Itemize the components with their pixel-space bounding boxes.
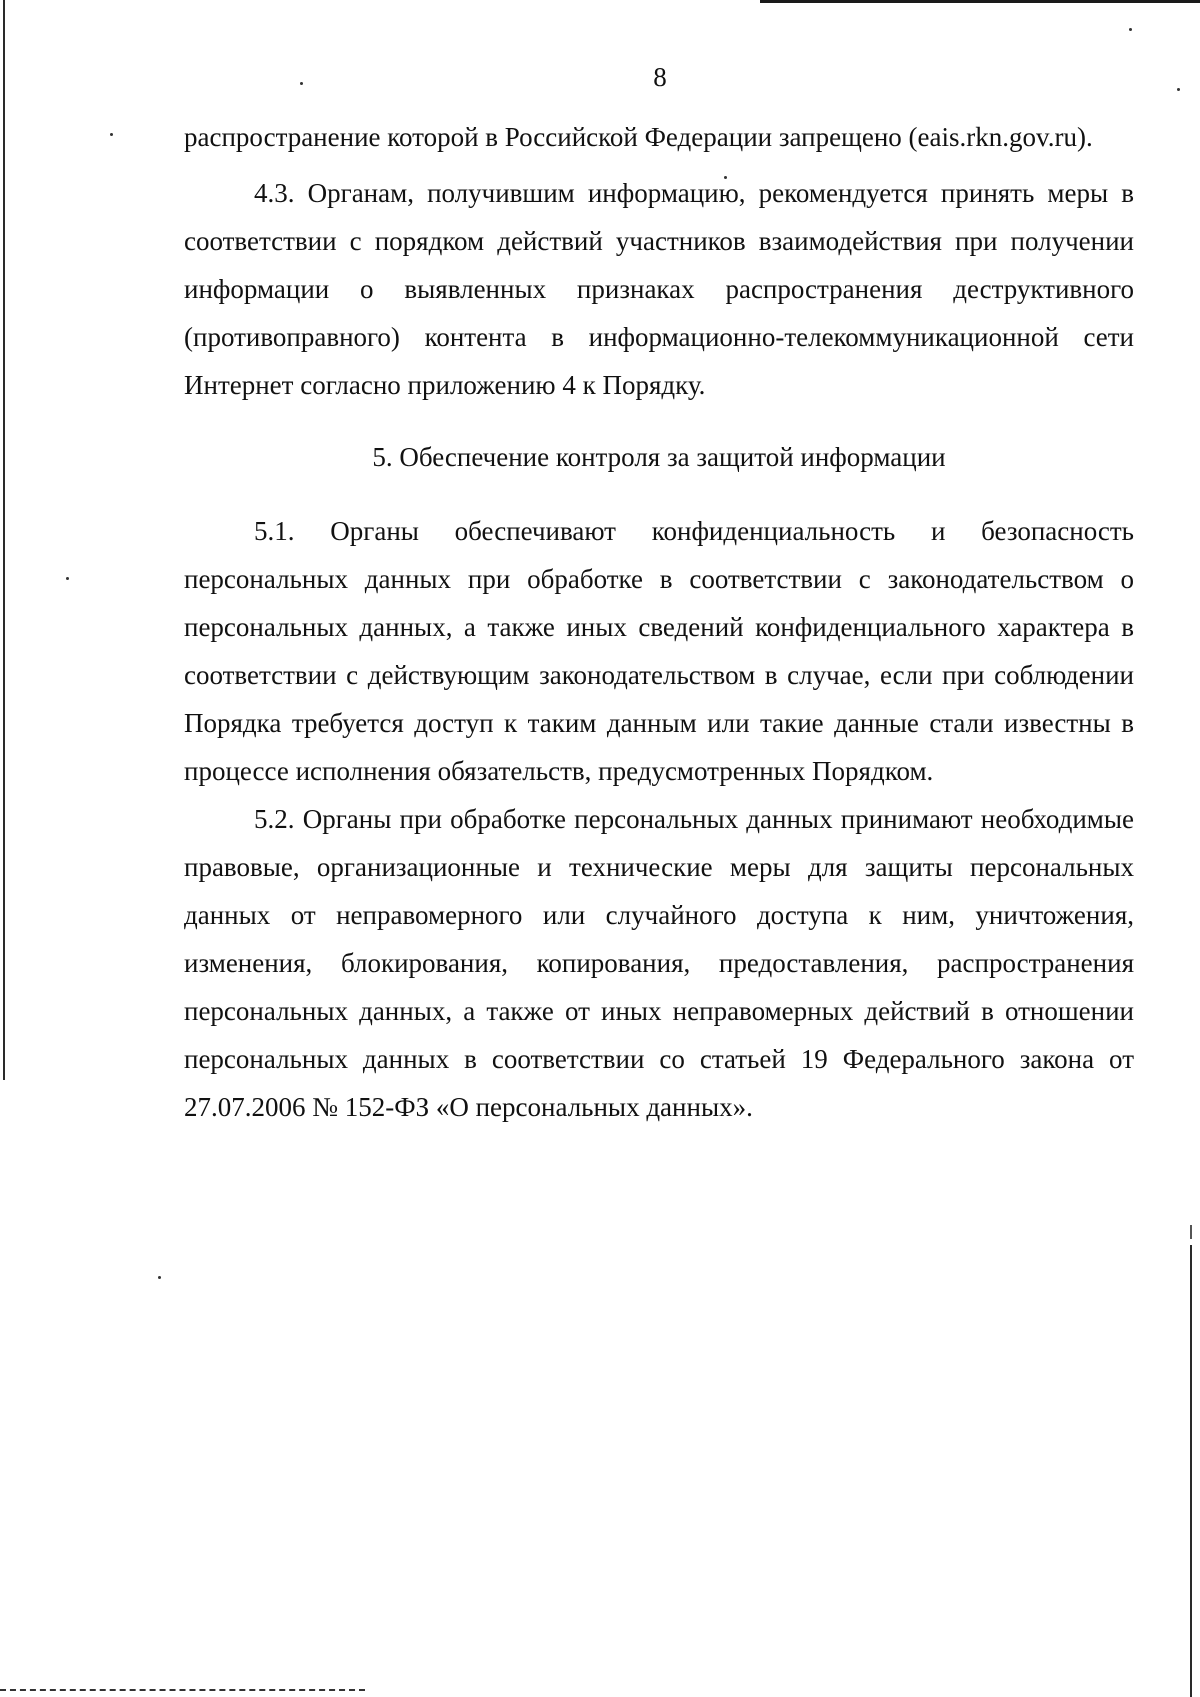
document-body bbox=[184, 113, 1134, 1131]
scan-edge-left bbox=[3, 0, 5, 1080]
scan-edge-right bbox=[1190, 1245, 1192, 1697]
scan-speck bbox=[158, 1276, 161, 1279]
paragraph-5-1: 5.1. Органы обеспечивают конфиденциальность и безопасность персональных данных при обработке в соответствии с законодательством о персональных данных, а также иных сведений конфиденциального характера в соответствии с действующим законодательством в случае, если при соблюдении Порядка требуется доступ к таким данным или такие данные стали известны в процессе исполнения обязательств, предусмотренных Порядком. bbox=[184, 516, 1134, 786]
section-heading-5: 5. Обеспечение контроля за защитой информации bbox=[372, 442, 946, 472]
scan-speck bbox=[1129, 28, 1132, 31]
paragraph-5-2: 5.2. Органы при обработке персональных данных принимают необходимые правовые, организационные и технические меры для защиты персональных данных от неправомерного или случайного доступа к ним, уничтожения, изменения, блокирования, копирования, предоставления, распространения персональных данных, а также от иных неправомерных действий в отношении персональных данных в соответствии со статьей 19 Федерального закона от 27.07.2006 № 152-ФЗ «О персональных данных». bbox=[184, 804, 1134, 1122]
scan-edge-top bbox=[760, 0, 1200, 3]
paragraph-4-3: 4.3. Органам, получившим информацию, рекомендуется принять меры в соответствии с порядком действий участников взаимодействия при получении информации о выявленных признаках распространения деструктивного (противоправного) контента в информационно-телекоммуникационной сети Интернет согласно приложению 4 к Порядку. bbox=[184, 178, 1134, 400]
paragraph-continuation: распространение которой в Российской Федерации запрещено (eais.rkn.gov.ru). bbox=[184, 122, 1093, 152]
scan-speck bbox=[66, 577, 69, 580]
scan-speck bbox=[110, 133, 113, 136]
scan-edge-right-fragment bbox=[1190, 1225, 1192, 1239]
scan-edge-bottom bbox=[0, 1689, 365, 1691]
page-number: 8 bbox=[653, 62, 667, 92]
